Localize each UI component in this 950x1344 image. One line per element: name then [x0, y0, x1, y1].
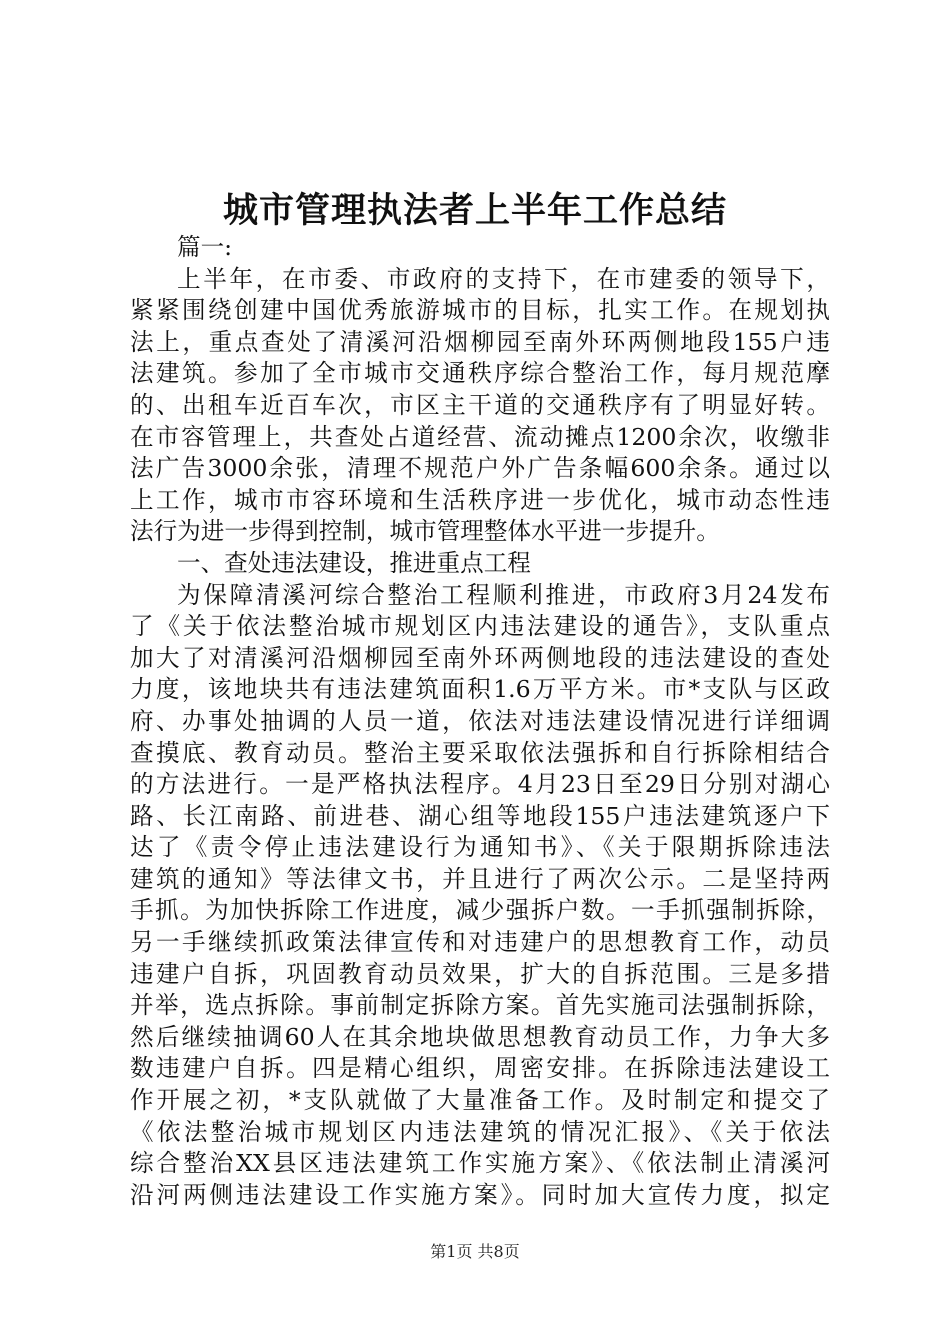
text-line: 法建筑。参加了全市城市交通秩序综合整治工作，每月规范摩 [130, 359, 830, 388]
text-line: 法行为进一步得到控制，城市管理整体水平进一步提升。 [130, 517, 720, 546]
text-line: 查摸底、教育动员。整治主要采取依法强拆和自行拆除相结合 [130, 738, 830, 767]
document-title: 城市管理执法者上半年工作总结 [222, 190, 727, 231]
text-line: 上半年，在市委、市政府的支持下，在市建委的领导下， [177, 264, 830, 293]
text-line: 篇一: [177, 233, 233, 261]
text-line: 的、出租车近百车次，市区主干道的交通秩序有了明显好转。 [130, 390, 830, 419]
text-line: 路、长江南路、前进巷、湖心组等地段155户违法建筑逐户下 [130, 801, 830, 830]
text-line: 另一手继续抓政策法律宣传和对违建户的思想教育工作，动员 [130, 928, 830, 957]
text-line: 建筑的通知》等法律文书，并且进行了两次公示。二是坚持两 [130, 864, 830, 893]
document-body [130, 232, 830, 1211]
text-line: 的方法进行。一是严格执法程序。4月23日至29日分别对湖心 [130, 770, 830, 799]
text-line: 综合整治XX县区违法建筑工作实施方案》、《依法制止清溪河 [130, 1149, 830, 1178]
text-line: 然后继续抽调60人在其余地块做思想教育动员工作，力争大多 [130, 1022, 830, 1051]
text-line: 《依法整治城市规划区内违法建筑的情况汇报》、《关于依法 [130, 1117, 830, 1146]
text-line: 了《关于依法整治城市规划区内违法建设的通告》，支队重点 [130, 612, 830, 641]
page-footer: 第1页 共8页 [430, 1242, 520, 1261]
text-line: 为保障清溪河综合整治工程顺利推进，市政府3月24发布 [177, 580, 830, 609]
text-line: 违建户自拆，巩固教育动员效果，扩大的自拆范围。三是多措 [130, 959, 830, 988]
text-line: 力度，该地块共有违法建筑面积1.6万平方米。市*支队与区政 [130, 675, 830, 704]
text-line: 数违建户自拆。四是精心组织，周密安排。在拆除违法建设工 [130, 1054, 830, 1083]
text-line: 达了《责令停止违法建设行为通知书》、《关于限期拆除违法 [130, 833, 830, 862]
text-line: 上工作，城市市容环境和生活秩序进一步优化，城市动态性违 [130, 485, 830, 514]
text-line: 在市容管理上，共查处占道经营、流动摊点1200余次，收缴非 [130, 422, 830, 451]
text-line: 作开展之初，*支队就做了大量准备工作。及时制定和提交了 [130, 1086, 830, 1115]
text-line: 法上，重点查处了清溪河沿烟柳园至南外环两侧地段155户违 [130, 327, 830, 356]
text-line: 法广告3000余张，清理不规范户外广告条幅600余条。通过以 [130, 454, 830, 483]
text-line: 并举，选点拆除。事前制定拆除方案。首先实施司法强制拆除， [130, 991, 830, 1020]
text-line: 手抓。为加快拆除工作进度，减少强拆户数。一手抓强制拆除， [130, 896, 830, 925]
text-line: 紧紧围绕创建中国优秀旅游城市的目标，扎实工作。在规划执 [130, 296, 830, 325]
text-line: 一、查处违法建设，推进重点工程 [177, 548, 531, 577]
text-line: 府、办事处抽调的人员一道，依法对违法建设情况进行详细调 [130, 706, 830, 735]
text-line: 沿河两侧违法建设工作实施方案》。同时加大宣传力度，拟定 [130, 1180, 830, 1209]
text-line: 加大了对清溪河沿烟柳园至南外环两侧地段的违法建设的查处 [130, 643, 830, 672]
